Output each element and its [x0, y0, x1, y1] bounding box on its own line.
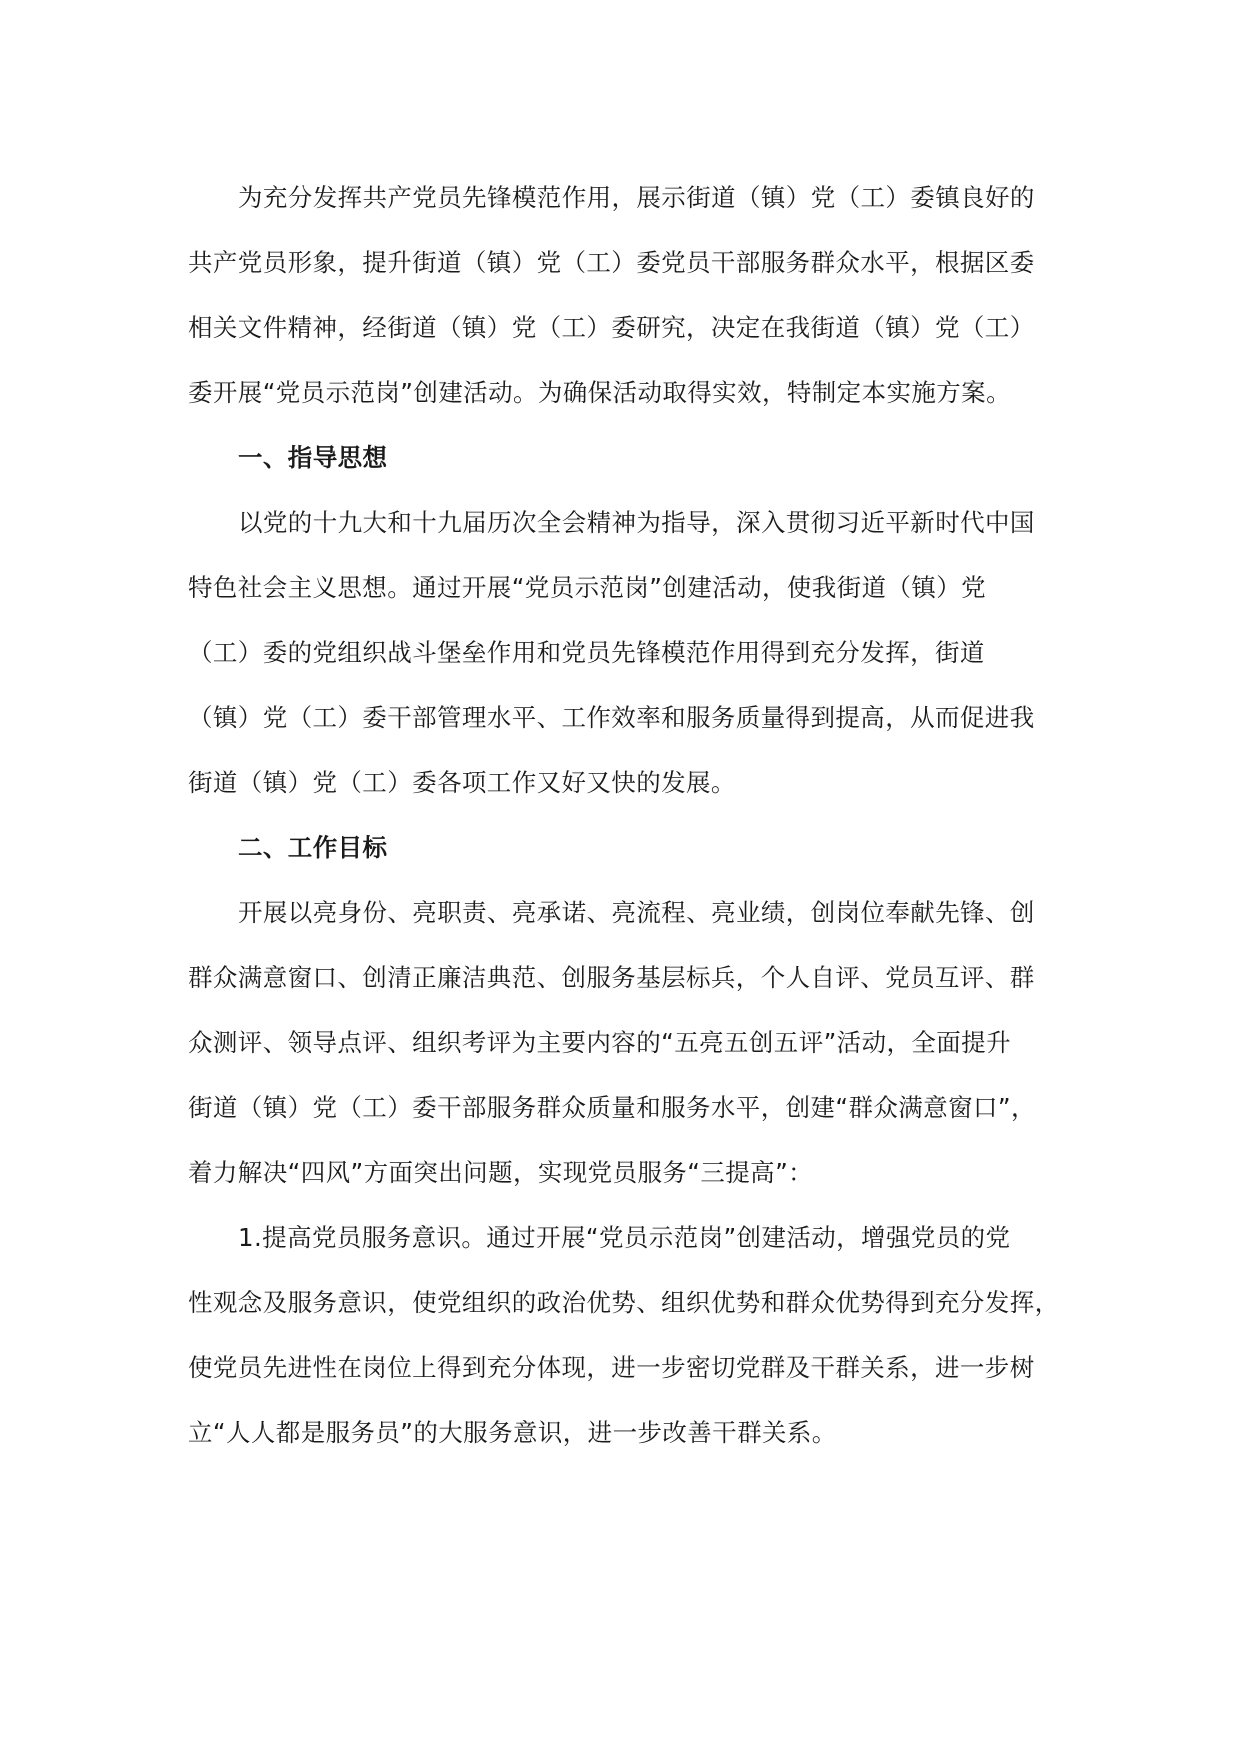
- section-heading-guiding-ideology: 一、指导思想: [238, 443, 388, 472]
- text-line: 群众满意窗口、创清正廉洁典范、创服务基层标兵，个人自评、党员互评、群: [188, 963, 1035, 992]
- text-line: 以党的十九大和十九届历次全会精神为指导，深入贯彻习近平新时代中国: [238, 508, 1035, 537]
- text-line: 为充分发挥共产党员先锋模范作用，展示街道（镇）党（工）委镇良好的: [238, 183, 1035, 212]
- guiding-ideology-paragraph: [188, 490, 1068, 815]
- work-goals-paragraph: [188, 880, 1068, 1205]
- text-line: 使党员先进性在岗位上得到充分体现，进一步密切党群及干群关系，进一步树: [188, 1353, 1035, 1382]
- text-line: 共产党员形象，提升街道（镇）党（工）委党员干部服务群众水平，根据区委: [188, 248, 1035, 277]
- text-line: 众测评、领导点评、组织考评为主要内容的“五亮五创五评”活动，全面提升: [188, 1028, 1011, 1057]
- text-line: （工）委的党组织战斗堡垒作用和党员先锋模范作用得到充分发挥，街道: [188, 638, 985, 667]
- text-line: 开展以亮身份、亮职责、亮承诺、亮流程、亮业绩，创岗位奉献先锋、创: [238, 898, 1035, 927]
- text-line: （镇）党（工）委干部管理水平、工作效率和服务质量得到提高，从而促进我: [188, 703, 1035, 732]
- text-line: 相关文件精神，经街道（镇）党（工）委研究，决定在我街道（镇）党（工）: [188, 313, 1035, 342]
- text-line: 立“人人都是服务员”的大服务意识，进一步改善干群关系。: [188, 1418, 837, 1447]
- text-line: 着力解决“四风”方面突出问题，实现党员服务“三提高”：: [188, 1158, 814, 1187]
- text-line: 1.提高党员服务意识。通过开展“党员示范岗”创建活动，增强党员的党: [238, 1223, 1011, 1252]
- text-line: 性观念及服务意识，使党组织的政治优势、组织优势和群众优势得到充分发挥，: [188, 1288, 1060, 1317]
- section-heading-work-goals: 二、工作目标: [238, 833, 388, 862]
- text-line: 委开展“党员示范岗”创建活动。为确保活动取得实效，特制定本实施方案。: [188, 378, 1011, 407]
- service-awareness-paragraph: [188, 1205, 1068, 1465]
- text-line: 街道（镇）党（工）委各项工作又好又快的发展。: [188, 768, 736, 797]
- intro-paragraph: [188, 165, 1068, 425]
- document-body: [188, 165, 1068, 1465]
- text-line: 特色社会主义思想。通过开展“党员示范岗”创建活动，使我街道（镇）党: [188, 573, 987, 602]
- text-line: 街道（镇）党（工）委干部服务群众质量和服务水平，创建“群众满意窗口”，: [188, 1093, 1036, 1122]
